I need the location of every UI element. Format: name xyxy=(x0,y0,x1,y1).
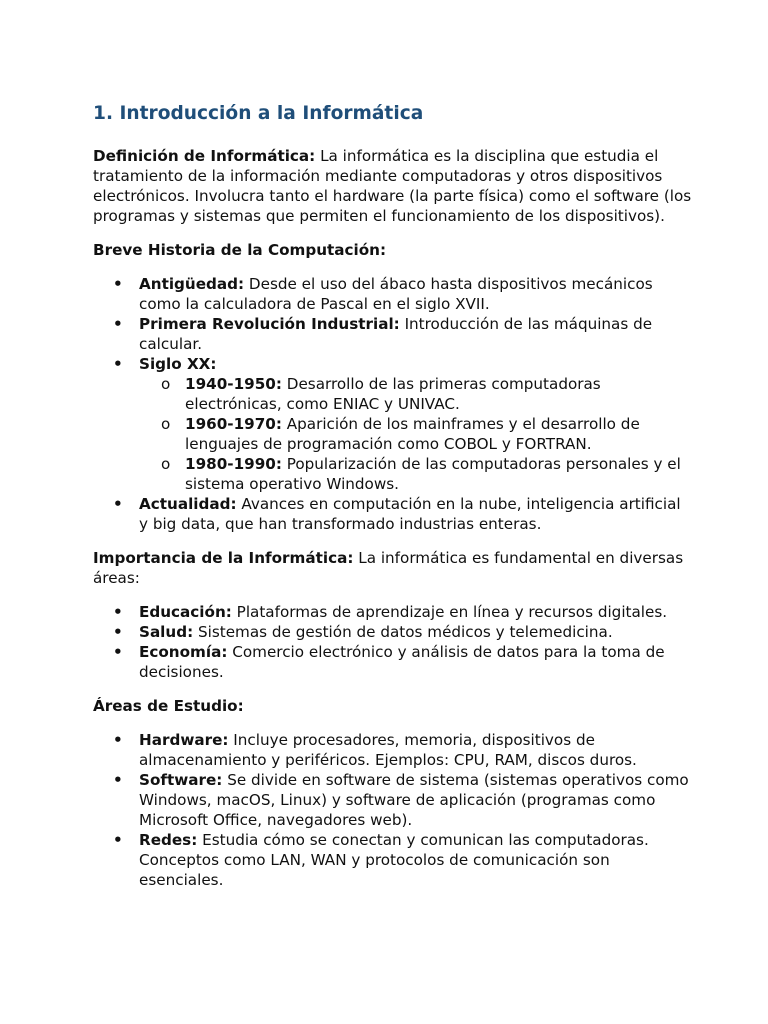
areas-heading-label: Áreas de Estudio: xyxy=(93,697,244,715)
item-text: Estudia cómo se conectan y comunican las computadoras. Conceptos como LAN, WAN y protocolos de comunicación son esenciales. xyxy=(139,831,649,889)
importance-list xyxy=(93,602,693,682)
list-item-economia xyxy=(93,642,693,682)
list-item-revolucion xyxy=(93,314,693,354)
history-heading-label: Breve Historia de la Computación: xyxy=(93,241,387,259)
history-heading xyxy=(93,240,693,260)
item-text: Sistemas de gestión de datos médicos y telemedicina. xyxy=(193,623,613,641)
bullet-icon: • xyxy=(113,643,123,661)
item-label: Primera Revolución Industrial: xyxy=(139,315,400,333)
bullet-icon: • xyxy=(113,495,123,513)
item-label: Siglo XX: xyxy=(139,355,217,373)
list-item-software xyxy=(93,770,693,830)
definition-text: La informática es la disciplina que estudia el tratamiento de la información mediante computadoras y otros dispositivos electrónicos. Involucra tanto el hardware (la parte física) como el software (los programas y sistemas que permiten el funcionamiento de los dispositivos). xyxy=(93,147,692,225)
sub-item-text: Aparición de los mainframes y el desarrollo de lenguajes de programación como COBOL y FORTRAN. xyxy=(185,415,640,453)
document-page xyxy=(93,100,693,904)
bullet-icon: • xyxy=(113,315,123,333)
list-item-educacion xyxy=(93,602,693,622)
bullet-icon: • xyxy=(113,603,123,621)
importance-paragraph xyxy=(93,548,693,588)
areas-list xyxy=(93,730,693,890)
importance-label: Importancia de la Informática: xyxy=(93,549,354,567)
item-label: Redes: xyxy=(139,831,198,849)
item-text: Plataformas de aprendizaje en línea y recursos digitales. xyxy=(231,603,668,621)
definition-paragraph xyxy=(93,146,693,226)
bullet-icon: • xyxy=(113,275,123,293)
bullet-icon: • xyxy=(113,731,123,749)
item-text: Se divide en software de sistema (sistemas operativos como Windows, macOS, Linux) y software de aplicación (programas como Microsoft Office, navegadores web). xyxy=(139,771,689,829)
section-title: 1. Introducción a la Informática xyxy=(93,103,424,124)
item-text: Incluye procesadores, memoria, dispositivos de almacenamiento y periféricos. Ejemplos: CPU, RAM, discos duros. xyxy=(139,731,637,769)
item-text: Comercio electrónico y análisis de datos para la toma de decisiones. xyxy=(139,643,665,681)
sub-item-text: Desarrollo de las primeras computadoras electrónicas, como ENIAC y UNIVAC. xyxy=(185,375,601,413)
areas-heading xyxy=(93,696,693,716)
sub-item-1980 xyxy=(139,454,693,494)
sub-item-label: 1960-1970: xyxy=(185,415,282,433)
list-item-antiguedad xyxy=(93,274,693,314)
sub-item-text: Popularización de las computadoras personales y el sistema operativo Windows. xyxy=(185,455,681,493)
history-list xyxy=(93,274,693,534)
bullet-icon: • xyxy=(113,623,123,641)
sub-item-1960 xyxy=(139,414,693,454)
item-text: Desde el uso del ábaco hasta dispositivos mecánicos como la calculadora de Pascal en el siglo XVII. xyxy=(139,275,653,313)
item-label: Software: xyxy=(139,771,223,789)
sub-item-label: 1940-1950: xyxy=(185,375,282,393)
importance-text: La informática es fundamental en diversas áreas: xyxy=(93,549,684,587)
sub-bullet-icon: o xyxy=(161,455,171,473)
list-item-hardware xyxy=(93,730,693,770)
bullet-icon: • xyxy=(113,831,123,849)
sub-bullet-icon: o xyxy=(161,375,171,393)
list-item-siglo-xx xyxy=(93,354,693,494)
item-label: Educación: xyxy=(139,603,232,621)
sub-item-1940 xyxy=(139,374,693,414)
item-label: Hardware: xyxy=(139,731,229,749)
bullet-icon: • xyxy=(113,355,123,373)
siglo-xx-sublist xyxy=(139,374,693,494)
definition-label: Definición de Informática: xyxy=(93,147,316,165)
item-text: Avances en computación en la nube, inteligencia artificial y big data, que han transformado industrias enteras. xyxy=(139,495,681,533)
item-label: Antigüedad: xyxy=(139,275,245,293)
sub-bullet-icon: o xyxy=(161,415,171,433)
item-text: Introducción de las máquinas de calcular. xyxy=(139,315,653,353)
list-item-redes xyxy=(93,830,693,890)
list-item-actualidad xyxy=(93,494,693,534)
item-label: Salud: xyxy=(139,623,194,641)
item-label: Actualidad: xyxy=(139,495,237,513)
bullet-icon: • xyxy=(113,771,123,789)
item-label: Economía: xyxy=(139,643,228,661)
sub-item-label: 1980-1990: xyxy=(185,455,282,473)
list-item-salud xyxy=(93,622,693,642)
